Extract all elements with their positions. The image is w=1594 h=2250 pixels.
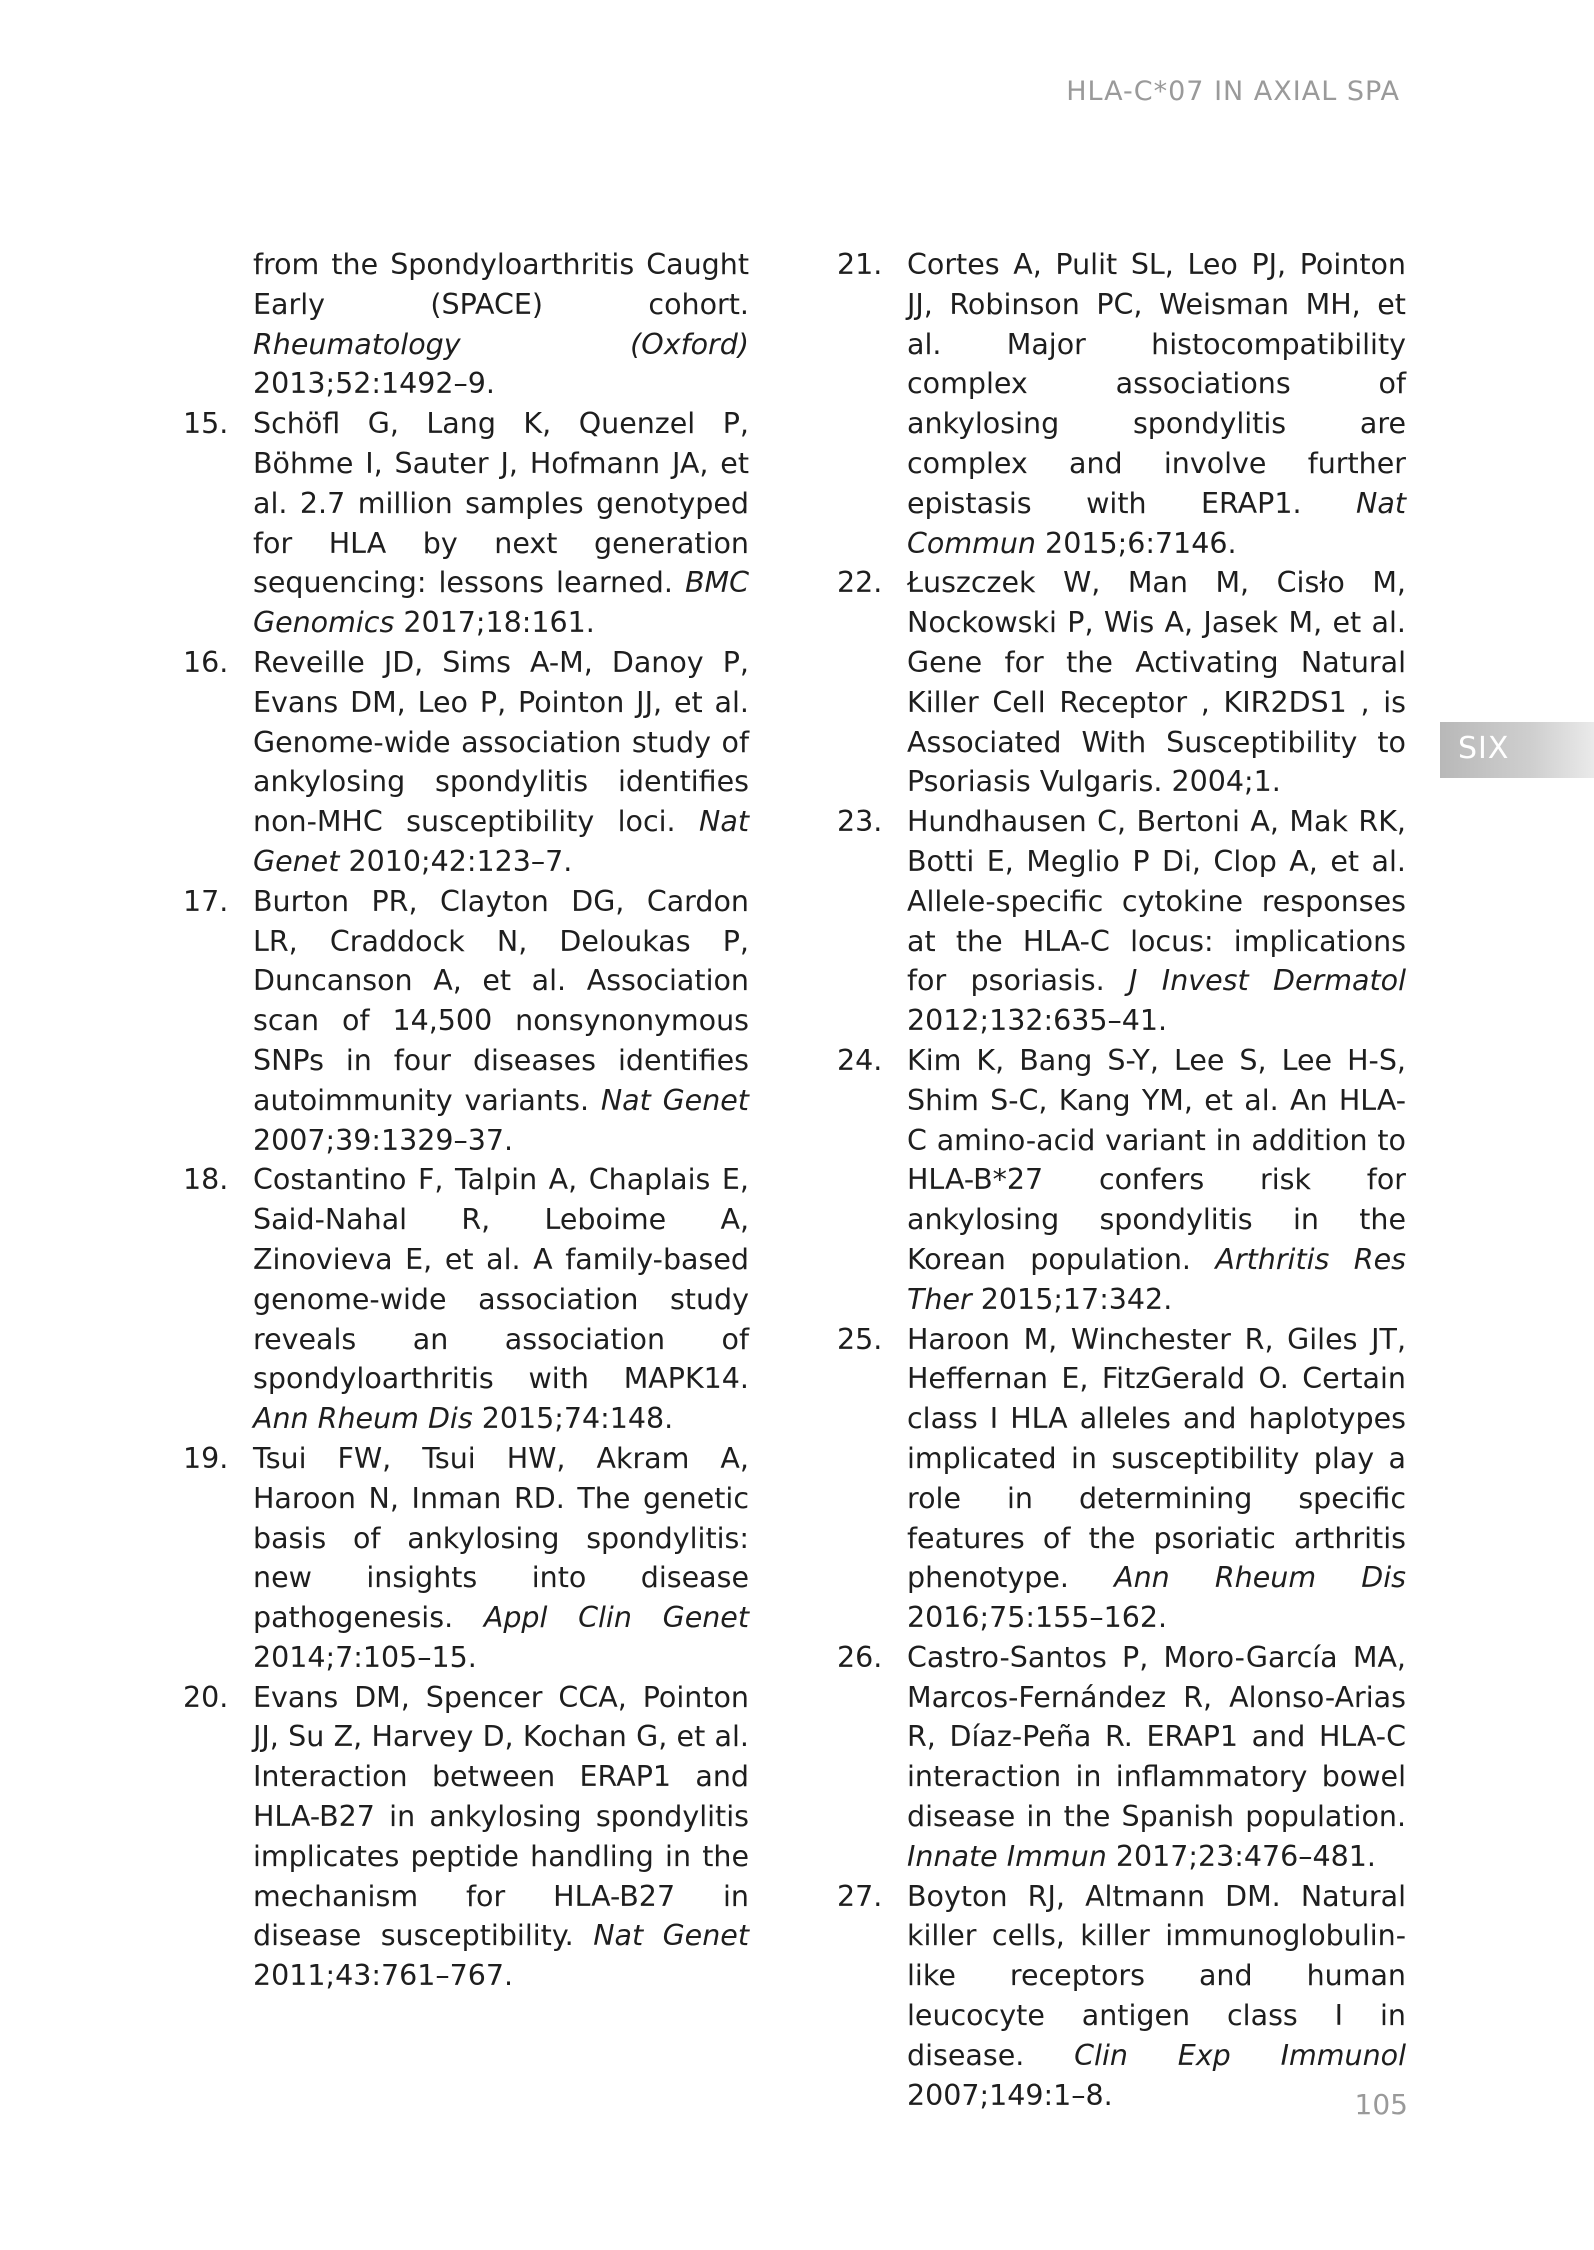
reference-item	[837, 1638, 1406, 1877]
reference-number: 25.	[837, 1322, 883, 1356]
reference-item	[837, 245, 1406, 563]
reference-text: Costantino F, Talpin A, Chaplais E, Said-Nahal R, Leboime A, Zinovieva E, et al. A family-based genome-wide association study reveals an association of spondyloarthritis with MAPK14.	[253, 1163, 749, 1396]
reference-citation: 2013;52:1492–9.	[253, 367, 495, 401]
reference-citation: 2011;43:761–767.	[253, 1959, 514, 1993]
reference-item	[837, 1041, 1406, 1320]
reference-item	[837, 1877, 1406, 2116]
reference-text: Cortes A, Pulit SL, Leo PJ, Pointon JJ, Robinson PC, Weisman MH, et al. Major histocompatibility complex associations of ankylosing spondylitis are complex and involve further epistasis with ERAP1.	[907, 248, 1406, 520]
reference-journal: Innate Immun	[907, 1839, 1107, 1873]
reference-item	[183, 643, 749, 882]
section-tab-label: SIX	[1458, 731, 1510, 766]
reference-text: Łuszczek W, Man M, Cisło M, Nockowski P, Wis A, Jasek M, et al. Gene for the Activating Natural Killer Cell Receptor , KIR2DS1 , is Associated With Susceptibility to Psoriasis Vulgaris. 2004;1.	[907, 566, 1406, 799]
reference-journal: Nat Genet	[600, 1083, 749, 1117]
reference-text: from the Spondyloarthritis Caught Early (SPACE) cohort.	[253, 248, 749, 321]
reference-item	[183, 245, 749, 404]
reference-number: 27.	[837, 1879, 883, 1913]
reference-text: Boyton RJ, Altmann DM. Natural killer cells, killer immunoglobulin-like receptors and human leucocyte antigen class I in disease.	[907, 1879, 1406, 2072]
reference-journal: Clin Exp Immunol	[1074, 2038, 1406, 2072]
reference-text: Tsui FW, Tsui HW, Akram A, Haroon N, Inman RD. The genetic basis of ankylosing spondylitis: new insights into disease pathogenesis.	[253, 1441, 749, 1635]
reference-number: 16.	[183, 645, 229, 679]
reference-journal: Appl Clin Genet	[483, 1601, 750, 1635]
reference-column-left	[183, 245, 749, 1996]
reference-number: 24.	[837, 1043, 883, 1077]
reference-number: 20.	[183, 1680, 229, 1714]
reference-journal: Nat Genet	[593, 1919, 749, 1953]
section-tab	[1440, 722, 1594, 778]
reference-text: Schöfl G, Lang K, Quenzel P, Böhme I, Sauter J, Hofmann JA, et al. 2.7 million samples genotyped for HLA by next generation sequencing: lessons learned.	[253, 407, 749, 600]
reference-citation: 2007;39:1329–37.	[253, 1123, 514, 1157]
page-number: 105	[1354, 2088, 1408, 2121]
reference-item	[837, 563, 1406, 802]
reference-number: 18.	[183, 1163, 229, 1197]
reference-text: Hundhausen C, Bertoni A, Mak RK, Botti E, Meglio P Di, Clop A, et al. Allele-specific cytokine responses at the HLA-C locus: implications for psoriasis.	[907, 805, 1406, 998]
reference-journal: Rheumatology (Oxford)	[253, 327, 749, 361]
reference-citation: 2015;6:7146.	[1036, 526, 1237, 560]
reference-item	[837, 802, 1406, 1041]
reference-item	[183, 1678, 749, 1996]
reference-column-right	[837, 245, 1406, 2115]
reference-journal: Ann Rheum Dis	[1114, 1561, 1406, 1595]
reference-text: Haroon M, Winchester R, Giles JT, Heffernan E, FitzGerald O. Certain class I HLA alleles and haplotypes implicated in susceptibility play a role in determining specific features of the psoriatic arthritis phenotype.	[907, 1322, 1406, 1595]
reference-item	[183, 882, 749, 1161]
reference-number: 17.	[183, 884, 229, 918]
reference-citation: 2016;75:155–162.	[907, 1601, 1168, 1635]
reference-item	[837, 1320, 1406, 1638]
reference-journal: BMC Genomics	[253, 566, 749, 640]
reference-journal: Nat Commun	[907, 486, 1406, 560]
reference-journal: Nat Genet	[253, 805, 749, 878]
reference-journal: Ann Rheum Dis	[253, 1402, 473, 1436]
reference-number: 26.	[837, 1640, 883, 1674]
reference-citation: 2012;132:635–41.	[907, 1004, 1168, 1038]
reference-number: 15.	[183, 407, 229, 441]
reference-citation: 2015;74:148.	[472, 1402, 674, 1436]
reference-text: Burton PR, Clayton DG, Cardon LR, Craddock N, Deloukas P, Duncanson A, et al. Association scan of 14,500 nonsynonymous SNPs in four diseases identifies autoimmunity variants.	[253, 884, 749, 1117]
reference-number: 22.	[837, 566, 883, 600]
reference-text: Castro-Santos P, Moro-García MA, Marcos-Fernández R, Alonso-Arias R, Díaz-Peña R. ERAP1 and HLA-C interaction in inflammatory bowel disease in the Spanish population.	[907, 1640, 1406, 1834]
reference-text: Evans DM, Spencer CCA, Pointon JJ, Su Z, Harvey D, Kochan G, et al. Interaction between ERAP1 and HLA-B27 in ankylosing spondylitis implicates peptide handling in the mechanism for HLA-B27 in disease susceptibility.	[253, 1680, 749, 1953]
reference-citation: 2007;149:1–8.	[907, 2078, 1113, 2112]
reference-citation: 2010;42:123–7.	[339, 844, 573, 878]
reference-citation: 2017;18:161.	[394, 606, 595, 640]
running-head: HLA-C*07 IN AXIAL SPA	[1066, 76, 1400, 107]
reference-number: 19.	[183, 1441, 229, 1475]
reference-text: Reveille JD, Sims A-M, Danoy P, Evans DM, Leo P, Pointon JJ, et al. Genome-wide association study of ankylosing spondylitis identifies non-MHC susceptibility loci.	[253, 645, 749, 839]
reference-item	[183, 1160, 749, 1439]
reference-text: Kim K, Bang S-Y, Lee S, Lee H-S, Shim S-C, Kang YM, et al. An HLA-C amino-acid variant in addition to HLA-B*27 confers risk for ankylosing spondylitis in the Korean population.	[907, 1043, 1406, 1276]
reference-number: 21.	[837, 248, 883, 281]
reference-number: 23.	[837, 805, 883, 839]
reference-citation: 2014;7:105–15.	[253, 1640, 477, 1674]
reference-journal: Arthritis Res Ther	[907, 1242, 1406, 1316]
reference-citation: 2017;23:476–481.	[1106, 1839, 1376, 1873]
reference-journal: J Invest Dermatol	[1129, 964, 1406, 998]
reference-item	[183, 404, 749, 643]
reference-citation: 2015;17:342.	[971, 1282, 1173, 1316]
reference-item	[183, 1439, 749, 1678]
